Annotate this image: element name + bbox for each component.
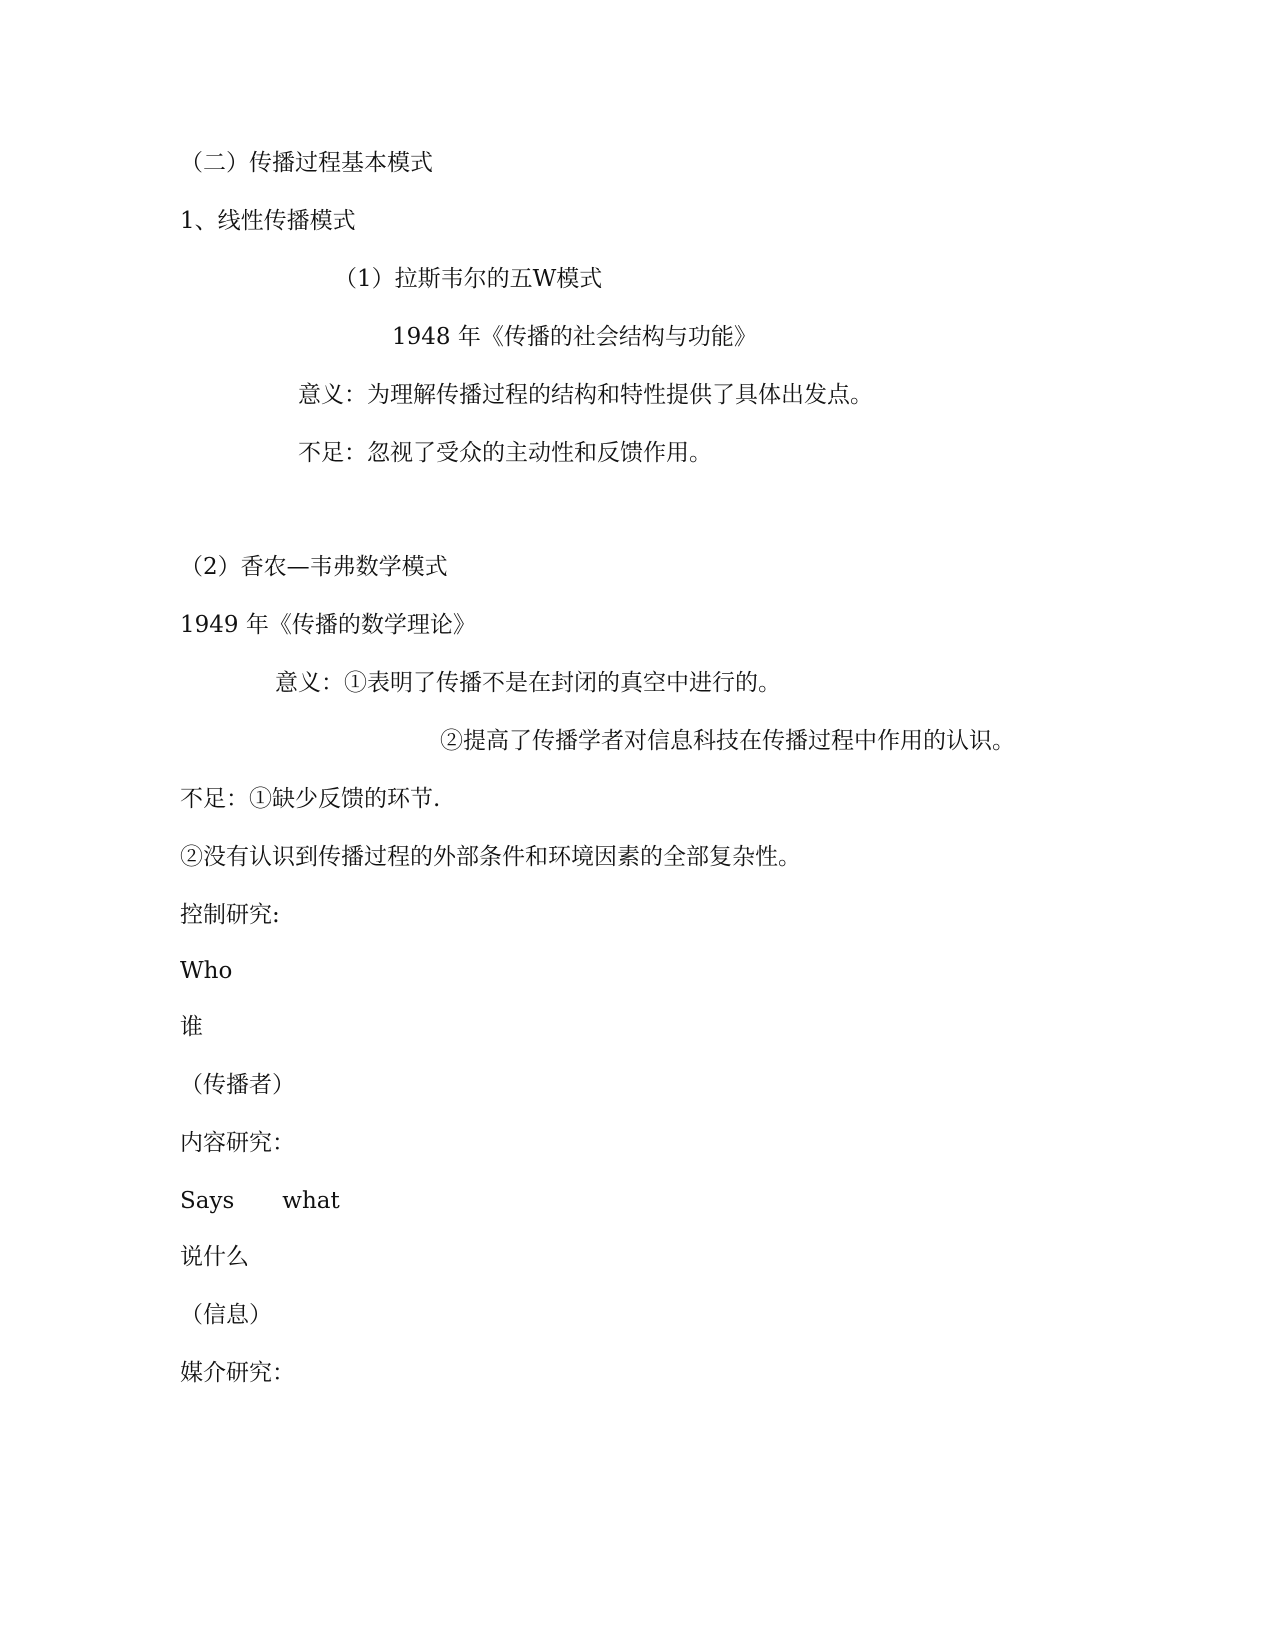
shannon-weaver-shortcoming-1: 不足：①缺少反馈的环节. [180,786,441,812]
lasswell-source: 1948 年《传播的社会结构与功能》 [392,324,757,350]
shannon-weaver-heading: （2）香农—韦弗数学模式 [180,554,448,580]
media-research-label: 媒介研究： [180,1360,295,1386]
what-role: （信息） [180,1302,272,1328]
what-english: what [282,1188,340,1214]
shannon-weaver-significance-2: ②提高了传播学者对信息科技在传播过程中作用的认识。 [440,728,1015,754]
shannon-weaver-source: 1949 年《传播的数学理论》 [180,612,476,638]
control-research-label: 控制研究: [180,902,280,928]
shannon-weaver-significance-1: 意义：①表明了传播不是在封闭的真空中进行的。 [275,670,781,696]
subsection-heading: 1、线性传播模式 [180,208,356,234]
says-what-line [180,1186,340,1216]
what-chinese: 说什么 [180,1244,249,1270]
says-english: Says [180,1188,235,1214]
lasswell-heading: （1）拉斯韦尔的五W模式 [334,266,603,292]
who-english: Who [180,958,233,984]
lasswell-significance: 意义：为理解传播过程的结构和特性提供了具体出发点。 [298,382,873,408]
section-heading: （二）传播过程基本模式 [180,150,433,176]
lasswell-shortcoming: 不足：忽视了受众的主动性和反馈作用。 [298,440,712,466]
content-research-label: 内容研究： [180,1130,295,1156]
who-chinese: 谁 [180,1014,203,1040]
shannon-weaver-shortcoming-2: ②没有认识到传播过程的外部条件和环境因素的全部复杂性。 [180,844,801,870]
who-role: （传播者） [180,1072,295,1098]
